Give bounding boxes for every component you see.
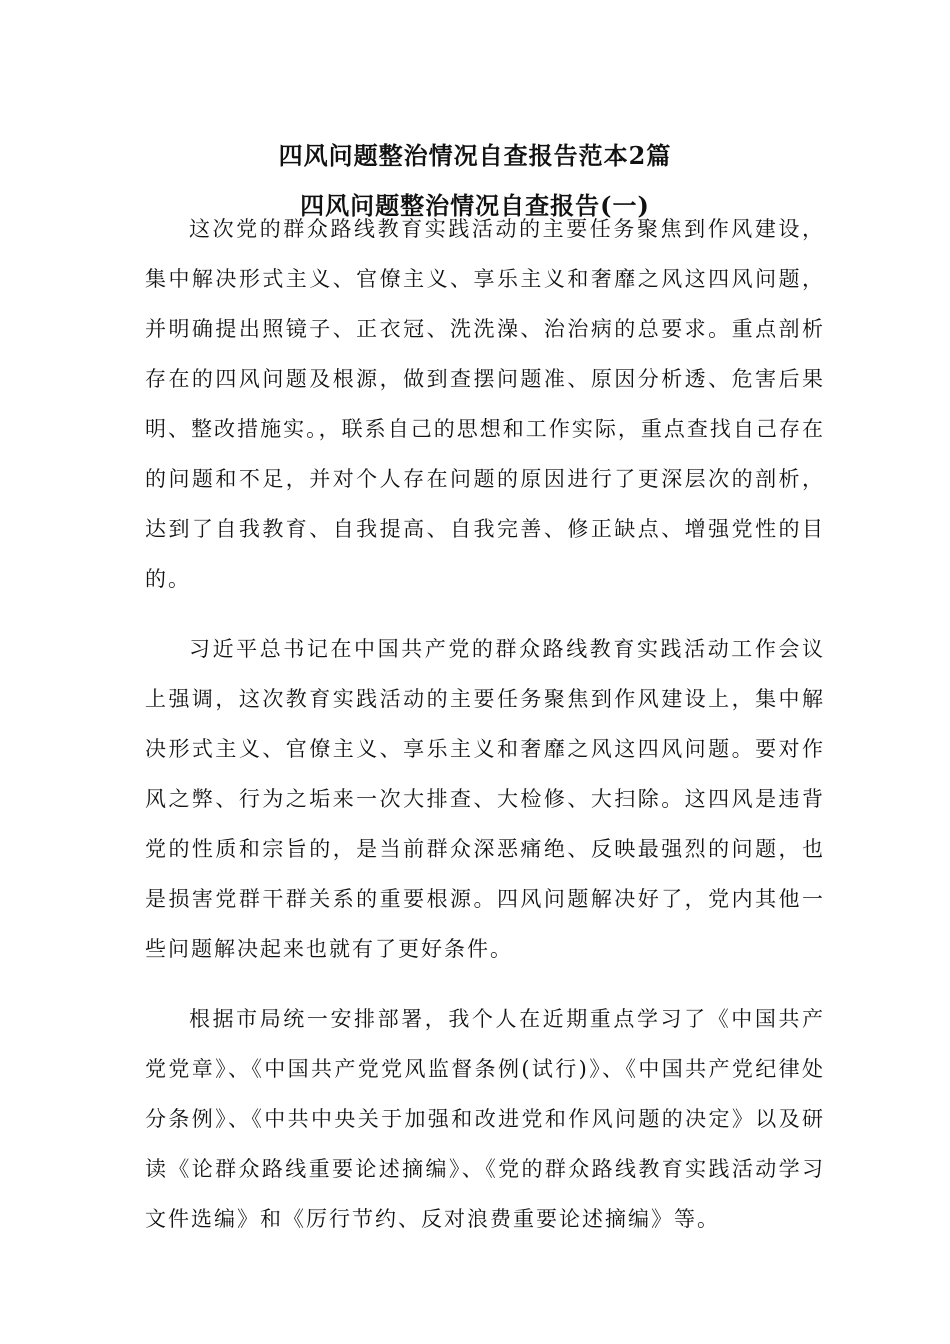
document-subtitle: 四风问题整治情况自查报告(一)	[300, 191, 650, 220]
paragraph-2: 习近平总书记在中国共产党的群众路线教育实践活动工作会议上强调，这次教育实践活动的主要任务聚焦到作风建设上，集中解决形式主义、官僚主义、享乐主义和奢靡之风这四风问题。要对作风之弊、行为之垢来一次大排查、大检修、大扫除。这四风是违背党的性质和宗旨的，是当前群众深恶痛绝、反映最强烈的问题，也是损害党群干群关系的重要根源。四风问题解决好了，党内其他一些问题解决起来也就有了更好条件。	[145, 637, 825, 961]
document-title: 四风问题整治情况自查报告范本2篇	[278, 141, 672, 170]
paragraph-1: 这次党的群众路线教育实践活动的主要任务聚焦到作风建设，集中解决形式主义、官僚主义、享乐主义和奢靡之风这四风问题，并明确提出照镜子、正衣冠、洗洗澡、治治病的总要求。重点剖析存在的四风问题及根源，做到查摆问题准、原因分析透、危害后果明、整改措施实。，联系自己的思想和工作实际，重点查找自己存在的问题和不足，并对个人存在问题的原因进行了更深层次的剖析，达到了自我教育、自我提高、自我完善、修正缺点、增强党性的目的。	[145, 217, 825, 591]
paragraph-3: 根据市局统一安排部署，我个人在近期重点学习了《中国共产党党章》、《中国共产党党风监督条例(试行)》、《中国共产党纪律处分条例》、《中共中央关于加强和改进党和作风问题的决定》以及研读《论群众路线重要论述摘编》、《党的群众路线教育实践活动学习文件选编》和《厉行节约、反对浪费重要论述摘编》等。	[145, 1007, 825, 1231]
